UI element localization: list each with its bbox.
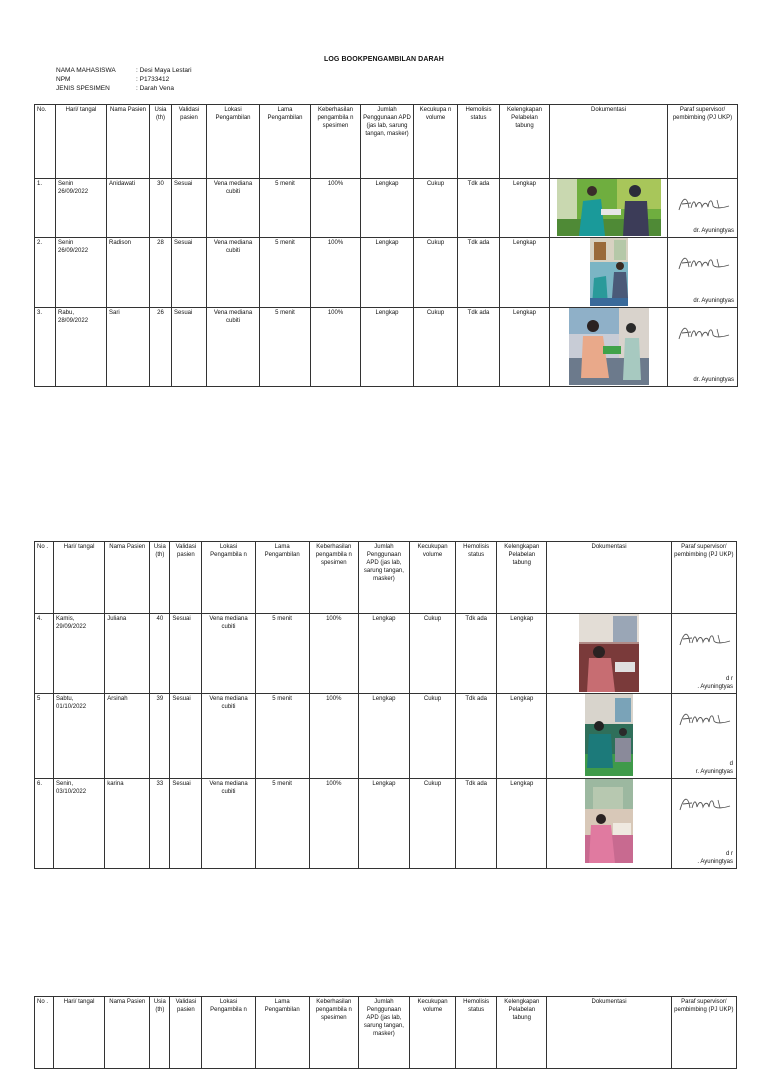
cell-labeling: Lengkap bbox=[500, 179, 550, 238]
cell-no: 6. bbox=[35, 779, 54, 869]
cell-patient-name: Arsinah bbox=[105, 694, 150, 779]
header-apd: Jumlah Penggunaan APD (jas lab, sarung tangan, masker) bbox=[361, 105, 414, 179]
cell-signature bbox=[668, 179, 738, 238]
table-row bbox=[35, 308, 738, 387]
documentation-photo bbox=[569, 308, 649, 385]
documentation-photo bbox=[579, 614, 639, 692]
supervisor-name: dr. Ayuningtyas bbox=[693, 228, 734, 234]
cell-no: 1. bbox=[35, 179, 56, 238]
supervisor-signature bbox=[674, 707, 734, 731]
cell-duration: 5 menit bbox=[260, 308, 311, 387]
header-success: Keberhasilan pengambila n spesimen bbox=[311, 105, 361, 179]
cell-validation: Sesuai bbox=[172, 238, 207, 308]
supervisor-name bbox=[697, 850, 733, 866]
cell-patient-name: Sari bbox=[107, 308, 150, 387]
cell-hemolysis: Tdk ada bbox=[458, 238, 500, 308]
cell-success: 100% bbox=[309, 614, 358, 694]
cell-age: 33 bbox=[150, 779, 170, 869]
cell-apd: Lengkap bbox=[361, 238, 414, 308]
cell-duration: 5 menit bbox=[255, 694, 309, 779]
cell-volume: Cukup bbox=[409, 779, 455, 869]
documentation-photo bbox=[585, 779, 633, 863]
cell-day-date: Senin, 03/10/2022 bbox=[54, 779, 105, 869]
cell-hemolysis: Tdk ada bbox=[456, 779, 497, 869]
cell-success: 100% bbox=[309, 694, 358, 779]
cell-day-date: Kamis, 29/09/2022 bbox=[54, 614, 105, 694]
supervisor-signature bbox=[673, 192, 733, 216]
supervisor-signature bbox=[673, 251, 733, 275]
supervisor-name: dr. Ayuningtyas bbox=[693, 377, 734, 383]
cell-signature bbox=[671, 694, 736, 779]
supervisor-signature bbox=[674, 627, 734, 651]
header-hemolysis: Hemolisis status bbox=[456, 542, 497, 614]
cell-validation: Sesuai bbox=[172, 308, 207, 387]
cell-volume: Cukup bbox=[414, 179, 458, 238]
logbook-table-3 bbox=[34, 996, 737, 1069]
header-documentation: Dokumentasi bbox=[550, 105, 668, 179]
table-row bbox=[35, 779, 737, 869]
header-patient-name: Nama Pasien bbox=[105, 542, 150, 614]
cell-success: 100% bbox=[311, 238, 361, 308]
header-location: Lokasi Pengambila n bbox=[202, 542, 255, 614]
meta-label: JENIS SPESIMEN bbox=[56, 85, 110, 92]
cell-location: Vena mediana cubiti bbox=[207, 308, 260, 387]
header-age: Usia (th) bbox=[150, 542, 170, 614]
header-validation: Validasi pasien bbox=[172, 105, 207, 179]
header-location: Lokasi Pengambila n bbox=[202, 997, 255, 1069]
header-labeling: Kelengkapan Pelabelan tabung bbox=[497, 542, 547, 614]
cell-age: 40 bbox=[150, 614, 170, 694]
cell-labeling: Lengkap bbox=[497, 779, 547, 869]
header-signature: Paraf supervisor/ pembimbing (PJ UKP) bbox=[671, 542, 736, 614]
cell-patient-name: Radison bbox=[107, 238, 150, 308]
cell-validation: Sesuai bbox=[170, 779, 202, 869]
header-validation: Validasi pasien bbox=[170, 542, 202, 614]
cell-documentation bbox=[547, 694, 671, 779]
cell-volume: Cukup bbox=[414, 308, 458, 387]
cell-location: Vena mediana cubiti bbox=[202, 694, 255, 779]
meta-value: : Darah Vena bbox=[136, 85, 174, 92]
cell-documentation bbox=[547, 614, 671, 694]
cell-location: Vena mediana cubiti bbox=[207, 238, 260, 308]
meta-label: NPM bbox=[56, 76, 71, 83]
header-apd: Jumlah Penggunaan APD (jas lab, sarung tangan, masker) bbox=[358, 997, 409, 1069]
header-duration: Lama Pengambilan bbox=[255, 997, 309, 1069]
cell-location: Vena mediana cubiti bbox=[202, 779, 255, 869]
cell-validation: Sesuai bbox=[170, 694, 202, 779]
cell-hemolysis: Tdk ada bbox=[458, 308, 500, 387]
cell-no: 4. bbox=[35, 614, 54, 694]
table-header-row bbox=[35, 105, 738, 179]
table-row bbox=[35, 694, 737, 779]
cell-signature bbox=[671, 614, 736, 694]
header-patient-name: Nama Pasien bbox=[107, 105, 150, 179]
header-day-date: Hari/ tangal bbox=[54, 542, 105, 614]
cell-apd: Lengkap bbox=[361, 179, 414, 238]
documentation-photo bbox=[585, 694, 633, 776]
supervisor-name-part: . Ayuningtyas bbox=[697, 859, 733, 865]
header-documentation: Dokumentasi bbox=[547, 542, 671, 614]
supervisor-name bbox=[696, 760, 733, 776]
logbook-table-1 bbox=[34, 104, 738, 387]
supervisor-signature bbox=[674, 792, 734, 816]
header-labeling: Kelengkapan Pelabelan tabung bbox=[497, 997, 547, 1069]
supervisor-name-part: r. Ayuningtyas bbox=[695, 769, 733, 775]
cell-duration: 5 menit bbox=[255, 614, 309, 694]
header-validation: Validasi pasien bbox=[170, 997, 202, 1069]
table-row bbox=[35, 238, 738, 308]
header-documentation: Dokumentasi bbox=[547, 997, 671, 1069]
cell-location: Vena mediana cubiti bbox=[207, 179, 260, 238]
supervisor-name-part: d r bbox=[725, 851, 733, 857]
cell-day-date: Sabtu, 01/10/2022 bbox=[54, 694, 105, 779]
cell-no: 3. bbox=[35, 308, 56, 387]
meta-label: NAMA MAHASISWA bbox=[56, 67, 116, 74]
cell-signature bbox=[668, 308, 738, 387]
cell-success: 100% bbox=[309, 779, 358, 869]
cell-documentation bbox=[550, 308, 668, 387]
header-day-date: Hari/ tangal bbox=[56, 105, 107, 179]
supervisor-name bbox=[697, 675, 733, 691]
cell-labeling: Lengkap bbox=[500, 308, 550, 387]
cell-documentation bbox=[550, 179, 668, 238]
supervisor-name-part: d bbox=[729, 761, 733, 767]
cell-location: Vena mediana cubiti bbox=[202, 614, 255, 694]
cell-hemolysis: Tdk ada bbox=[456, 694, 497, 779]
header-location: Lokasi Pengambilan bbox=[207, 105, 260, 179]
cell-day-date: Senin 26/09/2022 bbox=[56, 238, 107, 308]
header-apd: Jumlah Penggunaan APD (jas lab, sarung tangan, masker) bbox=[358, 542, 409, 614]
cell-validation: Sesuai bbox=[170, 614, 202, 694]
cell-apd: Lengkap bbox=[361, 308, 414, 387]
header-age: Usia (th) bbox=[150, 105, 172, 179]
header-signature: Paraf supervisor/ pembimbing (PJ UKP) bbox=[671, 997, 736, 1069]
supervisor-name: dr. Ayuningtyas bbox=[693, 298, 734, 304]
cell-age: 26 bbox=[150, 308, 172, 387]
document-title: LOG BOOKPENGAMBILAN DARAH bbox=[324, 56, 444, 63]
meta-value: : Desi Maya Lestari bbox=[136, 67, 192, 74]
header-duration: Lama Pengambilan bbox=[260, 105, 311, 179]
cell-hemolysis: Tdk ada bbox=[456, 614, 497, 694]
header-no: No . bbox=[35, 997, 54, 1069]
cell-patient-name: Juliana bbox=[105, 614, 150, 694]
table-row bbox=[35, 614, 737, 694]
header-volume: Kecukupa n volume bbox=[414, 105, 458, 179]
cell-validation: Sesuai bbox=[172, 179, 207, 238]
header-duration: Lama Pengambilan bbox=[255, 542, 309, 614]
table-row bbox=[35, 179, 738, 238]
cell-no: 2. bbox=[35, 238, 56, 308]
cell-duration: 5 menit bbox=[260, 238, 311, 308]
cell-hemolysis: Tdk ada bbox=[458, 179, 500, 238]
table-header-row bbox=[35, 997, 737, 1069]
cell-documentation bbox=[547, 779, 671, 869]
cell-signature bbox=[671, 779, 736, 869]
logbook-table-2 bbox=[34, 541, 737, 869]
cell-no: 5 bbox=[35, 694, 54, 779]
header-hemolysis: Hemolisis status bbox=[458, 105, 500, 179]
header-patient-name: Nama Pasien bbox=[105, 997, 150, 1069]
header-success: Keberhasilan pengambila n spesimen bbox=[309, 542, 358, 614]
supervisor-name-part: . Ayuningtyas bbox=[697, 684, 733, 690]
header-age: Usia (th) bbox=[150, 997, 170, 1069]
cell-patient-name: Anidawati bbox=[107, 179, 150, 238]
header-day-date: Hari/ tangal bbox=[54, 997, 105, 1069]
table-header-row bbox=[35, 542, 737, 614]
header-labeling: Kelengkapan Pelabelan tabung bbox=[500, 105, 550, 179]
supervisor-signature bbox=[673, 321, 733, 345]
meta-value: : P1733412 bbox=[136, 76, 170, 83]
cell-age: 30 bbox=[150, 179, 172, 238]
cell-day-date: Senin 26/09/2022 bbox=[56, 179, 107, 238]
cell-age: 39 bbox=[150, 694, 170, 779]
header-success: Keberhasilan pengambila n spesimen bbox=[309, 997, 358, 1069]
cell-apd: Lengkap bbox=[358, 694, 409, 779]
cell-signature bbox=[668, 238, 738, 308]
header-volume: Kecukupan volume bbox=[409, 997, 455, 1069]
cell-volume: Cukup bbox=[409, 694, 455, 779]
header-signature: Paraf supervisor/ pembimbing (PJ UKP) bbox=[668, 105, 738, 179]
cell-success: 100% bbox=[311, 179, 361, 238]
supervisor-name-part: d r bbox=[725, 676, 733, 682]
cell-age: 28 bbox=[150, 238, 172, 308]
cell-volume: Cukup bbox=[414, 238, 458, 308]
cell-labeling: Lengkap bbox=[500, 238, 550, 308]
cell-labeling: Lengkap bbox=[497, 614, 547, 694]
header-volume: Kecukupan volume bbox=[409, 542, 455, 614]
cell-volume: Cukup bbox=[409, 614, 455, 694]
documentation-photo bbox=[557, 179, 661, 236]
cell-apd: Lengkap bbox=[358, 614, 409, 694]
cell-duration: 5 menit bbox=[260, 179, 311, 238]
cell-documentation bbox=[550, 238, 668, 308]
header-no: No. bbox=[35, 105, 56, 179]
header-no: No . bbox=[35, 542, 54, 614]
cell-labeling: Lengkap bbox=[497, 694, 547, 779]
cell-apd: Lengkap bbox=[358, 779, 409, 869]
cell-day-date: Rabu, 28/09/2022 bbox=[56, 308, 107, 387]
cell-patient-name: karina bbox=[105, 779, 150, 869]
cell-duration: 5 menit bbox=[255, 779, 309, 869]
cell-success: 100% bbox=[311, 308, 361, 387]
header-hemolysis: Hemolisis status bbox=[456, 997, 497, 1069]
student-meta bbox=[56, 66, 192, 93]
documentation-photo bbox=[590, 238, 628, 306]
